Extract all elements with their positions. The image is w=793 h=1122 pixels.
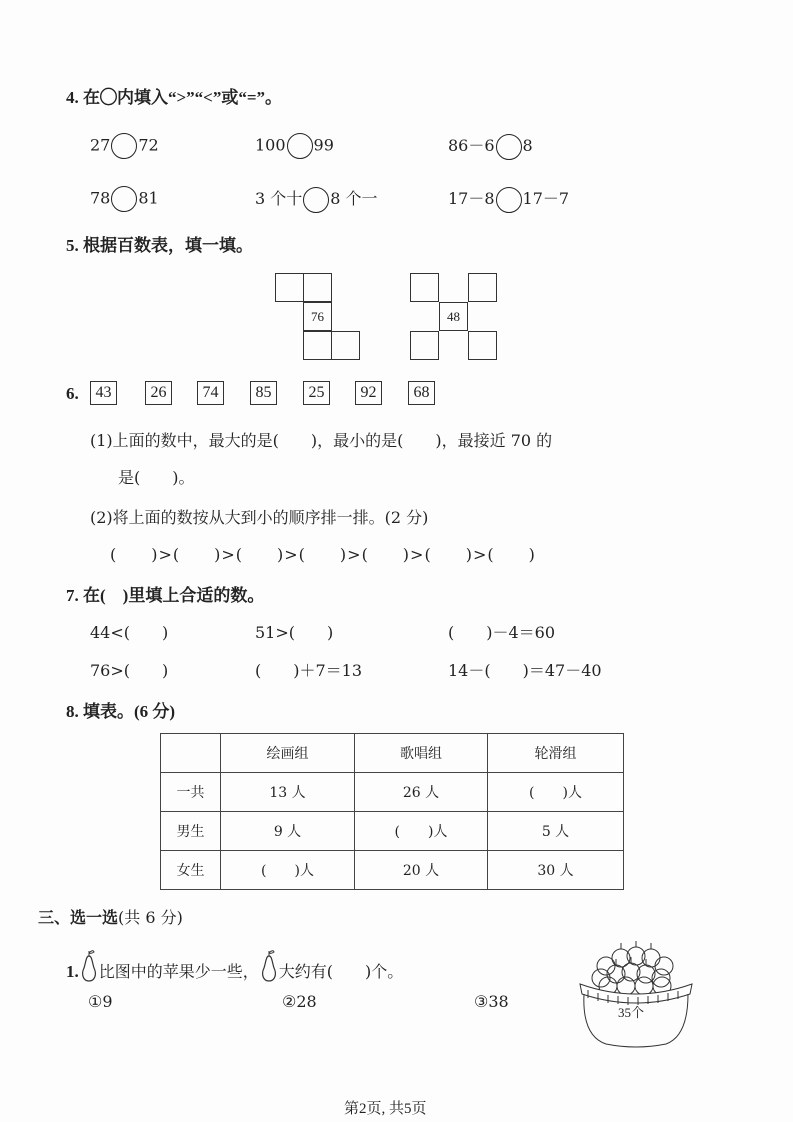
compare-item: [90, 186, 159, 212]
table-cell: 13 人: [221, 773, 355, 812]
table-header-row: [161, 734, 624, 773]
number-box: 85: [250, 381, 277, 405]
compare-item: [255, 186, 378, 213]
right-operand: 81: [138, 188, 159, 208]
table-cell[interactable]: ( )人: [355, 812, 488, 851]
grid-cell-given: 76: [303, 302, 332, 331]
table-row: [161, 812, 624, 851]
q6-part1: (1)上面的数中，最大的是( )，最小的是( )，最接近 70 的: [90, 431, 553, 450]
left-operand: 17－8: [448, 189, 495, 208]
apple-basket-icon: [576, 936, 696, 1048]
question-text: 比图中的苹果少一些，: [98, 962, 259, 981]
q6-order-blanks[interactable]: ( )>( )>( )>( )>( )>( )>( ): [110, 545, 536, 564]
q5-title: 5. 根据百数表，填一填。: [66, 236, 253, 255]
row-label: 女生: [161, 851, 221, 890]
table-cell: 9 人: [221, 812, 355, 851]
fill-table: [160, 733, 624, 890]
header-cell: 歌唱组: [355, 734, 488, 773]
header-cell: 绘画组: [221, 734, 355, 773]
grid-cell: [331, 331, 360, 360]
number-box: 74: [197, 381, 224, 405]
number-box: 92: [355, 381, 382, 405]
q4-title: 4. 在◯内填入“>”“<”或“=”。: [66, 88, 283, 107]
table-cell[interactable]: ( )人: [221, 851, 355, 890]
grid-cell: [468, 331, 497, 360]
pear-icon: [259, 948, 279, 982]
right-operand: 99: [313, 135, 334, 155]
table-cell[interactable]: ( )人: [488, 773, 624, 812]
compare-circle[interactable]: [303, 187, 329, 213]
question-text-blank[interactable]: 大约有( )个。: [278, 962, 404, 981]
section3-heading: [38, 905, 183, 928]
page-footer: 第2页, 共5页: [344, 1101, 427, 1117]
q6-part2: (2)将上面的数按从大到小的顺序排一排。(2 分): [90, 508, 429, 527]
table-cell: 5 人: [488, 812, 624, 851]
left-operand: 100: [255, 135, 286, 155]
row-label: 一共: [161, 773, 221, 812]
compare-circle[interactable]: [496, 134, 522, 160]
grid-cell-given: 48: [439, 302, 468, 331]
left-operand: 27: [90, 135, 111, 155]
fill-blank-item[interactable]: 44<( ): [90, 623, 169, 642]
right-operand: 8: [522, 136, 533, 155]
left-operand: 78: [90, 188, 111, 208]
grid-cell: [410, 273, 439, 302]
row-label: 男生: [161, 812, 221, 851]
table-cell: 20 人: [355, 851, 488, 890]
grid-cell: [303, 273, 332, 302]
right-operand: 8 个一: [330, 189, 378, 208]
table-cell: 26 人: [355, 773, 488, 812]
q8-title: 8. 填表。(6 分): [66, 702, 176, 721]
pear-icon: [79, 948, 99, 982]
grid-cell: [468, 273, 497, 302]
number-box: 68: [408, 381, 435, 405]
fill-blank-item[interactable]: 76>( ): [90, 661, 169, 680]
compare-item: [448, 133, 533, 160]
q7-title: 7. 在( )里填上合适的数。: [66, 586, 265, 605]
right-operand: 17－7: [522, 189, 570, 208]
number-box: 26: [145, 381, 172, 405]
basket-label: 35个: [618, 1005, 645, 1020]
option-2[interactable]: ②28: [282, 992, 317, 1011]
number-box: 43: [90, 381, 117, 405]
compare-item: [90, 133, 159, 159]
section-score: (共 6 分): [118, 908, 183, 927]
q6-label: 6.: [66, 384, 79, 403]
compare-item: [448, 186, 569, 213]
header-cell: [161, 734, 221, 773]
number-box: 25: [303, 381, 330, 405]
fill-blank-item[interactable]: 14－( )＝47－40: [448, 661, 602, 680]
compare-circle[interactable]: [287, 133, 313, 159]
fill-blank-item[interactable]: 51>( ): [255, 623, 334, 642]
table-row: [161, 773, 624, 812]
compare-circle[interactable]: [111, 133, 137, 159]
left-operand: 3 个十: [255, 189, 303, 208]
left-operand: 86－6: [448, 136, 495, 155]
option-3[interactable]: ③38: [474, 992, 509, 1011]
s3q1-question: [66, 948, 403, 982]
grid-cell: [410, 331, 439, 360]
fill-blank-item[interactable]: ( )－4＝60: [448, 623, 556, 642]
right-operand: 72: [138, 135, 159, 155]
question-number: 1.: [66, 962, 79, 981]
compare-circle[interactable]: [111, 186, 137, 212]
fill-blank-item[interactable]: ( )＋7＝13: [255, 661, 363, 680]
q6-part1-cont: 是( )。: [118, 468, 195, 487]
grid-cell: [303, 331, 332, 360]
compare-circle[interactable]: [496, 187, 522, 213]
compare-item: [255, 133, 334, 159]
option-1[interactable]: ①9: [88, 992, 113, 1011]
header-cell: 轮滑组: [488, 734, 624, 773]
table-row: [161, 851, 624, 890]
grid-cell: [275, 273, 304, 302]
section-title: 三、选一选: [38, 908, 119, 927]
table-cell: 30 人: [488, 851, 624, 890]
